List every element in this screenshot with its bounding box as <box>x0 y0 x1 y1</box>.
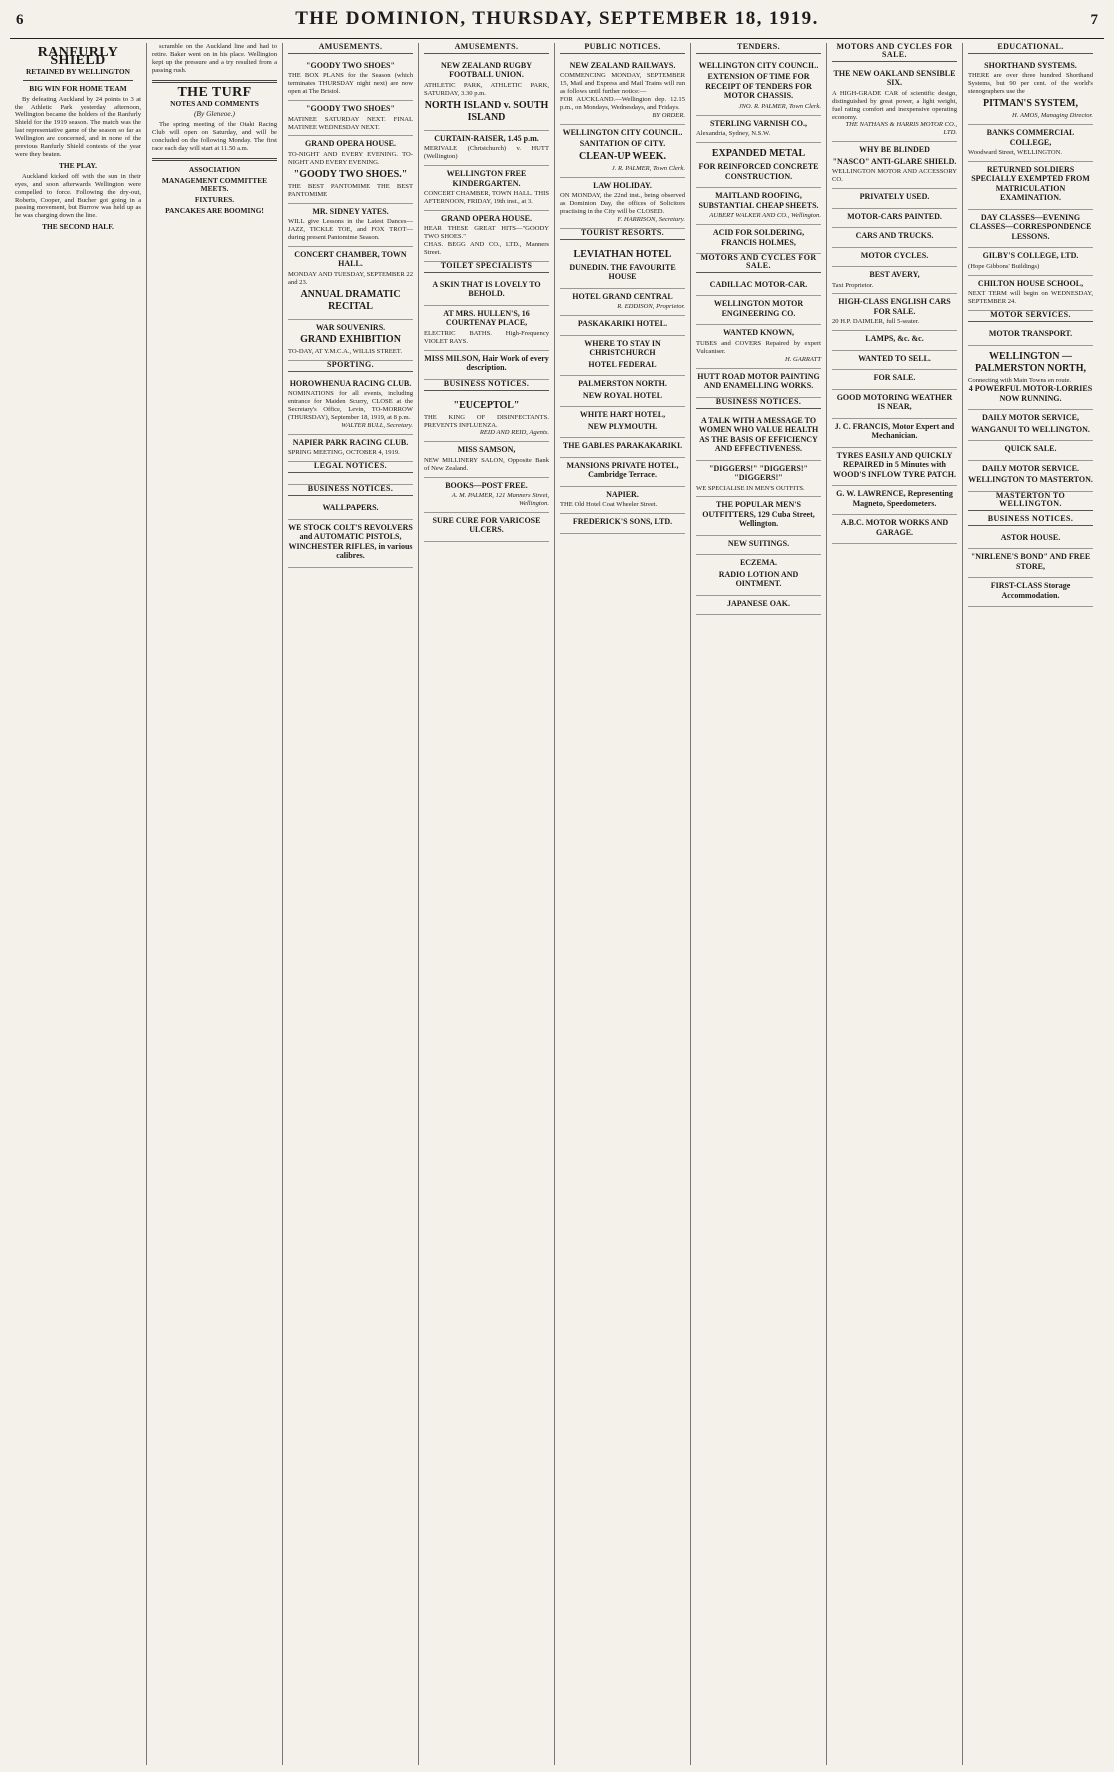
column-1 <box>10 43 146 1765</box>
advertisement <box>832 228 957 248</box>
advertisement <box>696 116 821 143</box>
advertisement <box>832 142 957 189</box>
ad-title: WAR SOUVENIRS. <box>315 322 386 332</box>
advertisement <box>288 500 413 520</box>
ad-title: MOTOR TRANSPORT. <box>988 329 1073 339</box>
ad-title: THE POPULAR MEN'S OUTFITTERS, 129 Cuba Street, Wellington. <box>702 500 815 529</box>
ad-title: AT MRS. HULLEN'S, 16 COURTENAY PLACE, <box>443 308 530 328</box>
ad-signature: REID AND REID, Agents. <box>479 429 549 437</box>
ad-title: MISS SAMSON, <box>457 445 516 455</box>
ad-body: ATHLETIC PARK, ATHLETIC PARK, SATURDAY, 3.30 p.m. <box>424 81 549 97</box>
advertisement <box>424 395 549 443</box>
ad-title: JAPANESE OAK. <box>727 598 790 608</box>
ad-feature: 4 POWERFUL MOTOR-LORRIES NOW RUNNING. <box>968 384 1093 403</box>
ad-title: BOOKS—POST FREE. <box>445 480 528 490</box>
ad-title: FREDERICK'S SONS, LTD. <box>572 517 673 527</box>
ad-title: EXPANDED METAL <box>711 148 806 160</box>
ad-title: MR. SIDNEY YATES. <box>312 206 389 216</box>
section-heading: TOILET SPECIALISTS <box>424 262 549 273</box>
ad-title: HOTEL GRAND CENTRAL <box>572 291 673 301</box>
advertisement <box>424 131 549 166</box>
column-heading: TENDERS. <box>696 43 821 54</box>
ad-subtitle: "NASCO" ANTI-GLARE SHIELD. <box>832 156 957 166</box>
article-byline: (By Gleneoe.) <box>193 109 236 119</box>
ad-subtitle: FOR REINFORCED CONCRETE CONSTRUCTION. <box>698 162 819 181</box>
advertisement <box>424 513 549 542</box>
column-3 <box>282 43 418 1765</box>
section-heading: TOURIST RESORTS. <box>560 229 685 240</box>
advertisement <box>560 458 685 487</box>
article-paragraph: By defeating Auckland by 24 points to 3 at the Athletic Park yesterday afternoon, Wellington became the holders of the Ranfurly Shield for the 1919 season. The match was the last representative game of the season so far as Wellington are concerned, and in none of the previous Ranfurly Shield contests of the year were they beaten. <box>15 95 141 158</box>
ad-title: LAMPS, &c. &c. <box>865 334 924 344</box>
advertisement <box>832 331 957 351</box>
advertisement <box>968 346 1093 411</box>
ad-title: NAPIER PARK RACING CLUB. <box>292 437 409 447</box>
article-paragraph: The spring meeting of the Otaki Racing Club will open on Saturday, and will be concluded on the following Monday. The first race each day will start at 11.50 a.m. <box>152 121 277 153</box>
column-heading: MOTORS AND CYCLES FOR SALE. <box>832 43 957 62</box>
advertisement <box>424 58 549 131</box>
ad-body: Taxi Proprietor. <box>832 281 874 289</box>
advertisement <box>424 166 549 211</box>
advertisement <box>696 296 821 325</box>
ad-body: TO-DAY, AT Y.M.C.A., WILLIS STREET. <box>288 348 402 356</box>
ad-title: GRAND OPERA HOUSE. <box>305 139 396 149</box>
advertisement <box>424 211 549 262</box>
ad-subtitle: NEW PLYMOUTH. <box>587 421 658 431</box>
ad-title: WELLINGTON CITY COUNCIL. <box>562 127 683 137</box>
column-heading: PUBLIC NOTICES. <box>560 43 685 54</box>
section-heading: MASTERTON TO WELLINGTON. <box>968 492 1093 511</box>
ad-title: DAILY MOTOR SERVICE, <box>982 413 1079 423</box>
ad-signature: A. M. PALMER, 121 Manners Street, Wellington. <box>451 492 549 508</box>
ad-title: MOTOR CYCLES. <box>860 250 929 260</box>
ad-title: CURTAIN-RAISER, 1.45 p.m. <box>434 133 539 143</box>
ad-title: CARS AND TRUCKS. <box>855 231 934 241</box>
ad-title: QUICK SALE. <box>1004 444 1057 454</box>
advertisement <box>560 58 685 125</box>
ad-body: Woodward Street, WELLINGTON. <box>968 149 1063 157</box>
advertisement <box>832 515 957 544</box>
advertisement <box>968 441 1093 461</box>
ad-body: NEXT TERM will begin on WEDNESDAY, SEPTEMBER 24. <box>968 290 1093 306</box>
advertisement <box>696 596 821 616</box>
advertisement <box>424 306 549 351</box>
ad-signature: J. R. PALMER, Town Clerk. <box>611 164 685 172</box>
ad-title: HIGH-CLASS ENGLISH CARS FOR SALE. <box>838 297 951 316</box>
ad-subtitle: EXTENSION OF TIME FOR RECEIPT OF TENDERS FOR MOTOR CHASSIS. <box>705 72 812 101</box>
ad-body: MONDAY AND TUESDAY, SEPTEMBER 22 and 23. <box>288 270 413 286</box>
advertisement <box>560 316 685 336</box>
ad-body: THE Old Hotel Coat Wheeler Street. <box>560 501 658 509</box>
ad-body: WILL give Lessons in the Latest Dances—JAZZ, TICKLE TOE, and FOX TROT—during present Pantomime Season. <box>288 218 413 241</box>
advertisement <box>968 248 1093 275</box>
section-heading: MOTOR SERVICES. <box>968 311 1093 322</box>
advertisement <box>696 536 821 556</box>
advertisement <box>696 188 821 225</box>
ad-body: NOMINATIONS for all events, including entrance for Maiden Scurry, CLOSE at the Secretary's Office, Levin, TO-MORROW (THURSDAY), September 18, 1919, at 8 p.m. <box>288 390 413 422</box>
ad-body: ELECTRIC BATHS. High-Frequency VIOLET RAYS. <box>424 329 549 345</box>
advertisement <box>288 320 413 361</box>
ad-title: WHY BE BLINDED <box>859 145 930 155</box>
ad-subtitle: SANITATION OF CITY. <box>579 139 666 149</box>
advertisement <box>288 204 413 247</box>
page-number-left: 6 <box>16 12 24 28</box>
advertisement <box>288 136 413 203</box>
ad-title: WHERE TO STAY IN CHRISTCHURCH <box>584 338 661 358</box>
section-heading: BUSINESS NOTICES. <box>288 485 413 496</box>
section-heading: LEGAL NOTICES. <box>288 462 413 473</box>
article-subhead-2: BIG WIN FOR HOME TEAM <box>29 83 127 93</box>
ad-title: TYRES EASILY AND QUICKLY REPAIRED in 5 Minutes with WOOD'S INFLOW TYRE PATCH. <box>833 450 956 479</box>
ad-title: ASTOR HOUSE. <box>1000 532 1061 542</box>
article-paragraph: scramble on the Auckland line and had to retire. Baker went on in his place. Wellington kept up the pressure and a try resulted from a passing rush. <box>152 43 277 74</box>
ad-title: PRIVATELY USED. <box>859 192 930 202</box>
advertisement <box>560 407 685 438</box>
advertisement <box>696 413 821 461</box>
ad-title: G. W. LAWRENCE, Representing Magneto, Speedometers. <box>836 489 953 508</box>
article-headline: RANFURLY SHIELD <box>37 45 119 68</box>
ad-title: MAITLAND ROOFING, SUBSTANTIAL CHEAP SHEETS. <box>698 191 819 210</box>
advertisement <box>560 514 685 534</box>
ad-title: ACID FOR SOLDERING, FRANCIS HOLMES, <box>712 228 805 247</box>
ad-title: WELLINGTON CITY COUNCIL. <box>698 60 819 70</box>
ad-signature: WALTER BULL, Secretary. <box>341 422 413 430</box>
advertisement <box>696 555 821 596</box>
ad-title: MANSIONS PRIVATE HOTEL, Cambridge Terrace. <box>566 460 679 480</box>
advertisement <box>288 435 413 462</box>
page-number-right: 7 <box>1090 12 1098 28</box>
ad-title: GOOD MOTORING WEATHER IS NEAR, <box>836 392 953 412</box>
advertisement <box>968 578 1093 607</box>
advertisement <box>968 162 1093 210</box>
ad-footer: THE BEST PANTOMIME THE BEST PANTOMIME <box>288 182 413 198</box>
column-heading: AMUSEMENTS. <box>424 43 549 54</box>
column-8 <box>962 43 1098 1765</box>
ad-body: WE SPECIALISE IN MEN'S OUTFITS. <box>696 484 805 492</box>
ad-feature: PITMAN'S SYSTEM, <box>982 98 1078 110</box>
ad-title: MOTOR-CARS PAINTED. <box>847 211 942 221</box>
ad-title: "NIRLENE'S BOND" AND FREE STORE, <box>970 552 1091 571</box>
ad-subtitle: DUNEDIN. THE FAVOURITE HOUSE <box>569 262 676 282</box>
ad-signature: H. AMOS, Managing Director. <box>1012 112 1093 120</box>
article-subhead: RETAINED BY WELLINGTON <box>25 66 131 76</box>
ad-title: WELLINGTON MOTOR ENGINEERING CO. <box>713 299 804 318</box>
ad-body: A HIGH-GRADE CAR of scientific design, distinguished by great power, a light weight, fuel rating comfort and inexpensive operating economy. <box>832 89 957 121</box>
ad-feature: GRAND EXHIBITION <box>300 334 401 346</box>
ad-signature: AUBERT WALKER AND CO., Wellington. <box>709 212 821 220</box>
ad-title: LEVIATHAN HOTEL <box>573 248 672 260</box>
article-paragraph: Auckland kicked off with the sun in their eyes, and soon afterwards Wellington were compelled to force. Following the dry-out, Roberts, Cooper, and Bucher got going in a passing movement, but Burrow was held up as he was charging down the line. <box>15 172 141 220</box>
advertisement <box>696 325 821 368</box>
column-2 <box>146 43 282 1765</box>
ad-feature: CLEAN-UP WEEK. <box>578 150 667 162</box>
ad-title: RETURNED SOLDIERS SPECIALLY EXEMPTED FROM MATRICULATION EXAMINATION. <box>971 164 1090 203</box>
ad-title: SURE CURE FOR VARICOSE ULCERS. <box>432 515 541 535</box>
ad-title: NEW ZEALAND RUGBY FOOTBALL UNION. <box>441 60 532 80</box>
advertisement <box>696 277 821 297</box>
section-heading: MOTORS AND CYCLES FOR SALE. <box>696 254 821 273</box>
column-5 <box>554 43 690 1765</box>
ad-footer: WELLINGTON MOTOR AND ACCESSORY CO. <box>832 168 957 184</box>
ad-title: WANTED TO SELL. <box>858 353 931 363</box>
ad-body: CONCERT CHAMBER, TOWN HALL. THIS AFTERNOON, FRIDAY, 19th inst., at 3. <box>424 190 549 205</box>
ad-title: SHORTHAND SYSTEMS. <box>984 60 1077 70</box>
ad-footer: CHAS. BEGG AND CO., LTD., Manners Street. <box>424 241 549 257</box>
ad-title: CHILTON HOUSE SCHOOL, <box>977 278 1084 288</box>
ad-title: DAY CLASSES—EVENING CLASSES—CORRESPONDENCE LESSONS. <box>969 212 1092 241</box>
ad-signature: BY ORDER. <box>652 111 685 119</box>
ad-title: HUTT ROAD MOTOR PAINTING AND ENAMELLING WORKS. <box>697 371 820 391</box>
newspaper-title: THE DOMINION, THURSDAY, SEPTEMBER 18, 1919. <box>295 8 819 29</box>
advertisement <box>424 442 549 477</box>
ad-title: BEST AVERY, <box>869 270 920 280</box>
ad-signature: F. HARRISON, Secretary. <box>617 215 685 223</box>
advertisement <box>560 244 685 289</box>
ad-subtitle: WELLINGTON TO MASTERTON. <box>968 475 1093 485</box>
advertisement <box>696 497 821 536</box>
section-heading: BUSINESS NOTICES. <box>968 515 1093 526</box>
ad-body: Alexandria, Sydney, N.S.W. <box>696 130 771 138</box>
ad-title: NAPIER. <box>606 489 639 499</box>
advertisement <box>424 277 549 306</box>
advertisement <box>968 125 1093 162</box>
ad-body: TO-NIGHT AND EVERY EVENING. TO-NIGHT AND EVERY EVENING. <box>288 150 413 166</box>
ad-body: COMMENCING MONDAY, SEPTEMBER 15, Mail and Express and Mail Trains will run as follows until further notice:— <box>560 72 685 96</box>
ad-body: Connecting with Main Towns en route. <box>968 376 1072 384</box>
ad-title: MISS MILSON, Hair Work of every description. <box>424 353 549 373</box>
section-heading: SPORTING. <box>288 361 413 372</box>
page-columns <box>10 43 1104 1765</box>
ad-title: PASKAKARIKI HOTEL. <box>577 319 668 329</box>
ad-title: "DIGGERS!" "DIGGERS!" "DIGGERS!" <box>709 463 808 483</box>
advertisement <box>968 58 1093 125</box>
article-section-heading: ASSOCIATION <box>188 164 241 174</box>
article-section-heading: THE PLAY. <box>58 160 98 170</box>
advertisement <box>424 351 549 380</box>
advertisement <box>560 178 685 229</box>
ad-title: NEW ZEALAND RAILWAYS. <box>569 60 676 70</box>
ad-title: WELLINGTON — PALMERSTON NORTH, <box>975 350 1086 374</box>
advertisement <box>288 58 413 101</box>
advertisement <box>832 209 957 229</box>
article-headline: THE TURF <box>177 84 252 100</box>
article-subhead: NOTES AND COMMENTS <box>170 98 259 108</box>
ad-body: ON MONDAY, the 22nd inst., being observed as Dominion Day, the offices of Solicitors practising in the City will be CLOSED. <box>560 192 685 216</box>
advertisement <box>968 549 1093 578</box>
advertisement <box>832 351 957 371</box>
ad-title: WALLPAPERS. <box>322 503 379 513</box>
advertisement <box>696 369 821 398</box>
ad-body: (Hope Gibbons' Buildings) <box>968 262 1040 270</box>
article-section-heading: PANCAKES ARE BOOMING! <box>165 205 264 215</box>
column-6 <box>690 43 826 1765</box>
advertisement <box>968 461 1093 492</box>
advertisement <box>968 326 1093 346</box>
ad-title: ECZEMA. <box>739 558 778 568</box>
advertisement <box>968 276 1093 311</box>
ad-signature: THE NATHANS & HARRIS MOTOR CO., LTD. <box>845 121 957 137</box>
ad-body: SPRING MEETING, OCTOBER 4, 1919. <box>288 449 400 457</box>
ad-feature: NORTH ISLAND v. SOUTH ISLAND <box>424 99 549 123</box>
ad-title: CADILLAC MOTOR-CAR. <box>709 279 808 289</box>
advertisement <box>288 520 413 568</box>
ad-title: THE GABLES PARAKAKARIKI. <box>562 441 683 451</box>
advertisement <box>832 486 957 515</box>
advertisement <box>560 487 685 514</box>
advertisement <box>832 294 957 331</box>
ad-title: PALMERSTON NORTH. <box>578 379 667 389</box>
ad-title: LAW HOLIDAY. <box>593 180 652 190</box>
ad-body: MERIVALE (Christchurch) v. HUTT (Wellington) <box>424 145 549 161</box>
masthead <box>10 8 1104 39</box>
ad-body: NEW MILLINERY SALON, Opposite Bank of New Zealand. <box>424 456 549 472</box>
advertisement <box>968 410 1093 441</box>
advertisement <box>832 448 957 487</box>
advertisement <box>560 376 685 407</box>
advertisement <box>696 461 821 498</box>
column-heading: EDUCATIONAL. <box>968 43 1093 54</box>
advertisement <box>560 125 685 178</box>
ad-title: WHITE HART HOTEL, <box>579 410 666 420</box>
column-heading: AMUSEMENTS. <box>288 43 413 54</box>
article-section-heading: FIXTURES. <box>194 194 235 204</box>
ad-title: A SKIN THAT IS LOVELY TO BEHOLD. <box>432 279 541 299</box>
advertisement <box>832 419 957 448</box>
ad-title: A.B.C. MOTOR WORKS AND GARAGE. <box>840 518 949 537</box>
section-heading: BUSINESS NOTICES. <box>696 398 821 409</box>
advertisement <box>832 370 957 390</box>
ad-title: CONCERT CHAMBER, TOWN HALL. <box>294 249 407 269</box>
ad-subtitle: RADIO LOTION AND OINTMENT. <box>718 569 799 589</box>
ad-signature: R. EDDISON, Proprietor. <box>617 303 685 311</box>
advertisement <box>288 376 413 435</box>
ad-title: GRAND OPERA HOUSE. <box>441 213 532 223</box>
ad-body: HEAR THESE GREAT HITS—"GOODY TWO SHOES." <box>424 225 549 241</box>
advertisement <box>968 530 1093 550</box>
ad-signature: JNO. R. PALMER, Town Clerk. <box>738 102 821 110</box>
ad-title: BANKS COMMERCIAL COLLEGE, <box>986 128 1075 147</box>
article-section-heading: THE SECOND HALF. <box>42 222 114 232</box>
advertisement <box>560 336 685 377</box>
ad-title: DAILY MOTOR SERVICE. <box>982 463 1079 473</box>
ad-subtitle: HOTEL FEDERAL <box>588 359 657 369</box>
ad-body: FOR AUCKLAND.—Wellington dep. 12.15 p.m., on Mondays, Wednesdays, and Fridays. <box>560 96 685 112</box>
ad-title: NEW SUITINGS. <box>727 538 790 548</box>
advertisement <box>968 210 1093 249</box>
advertisement <box>832 66 957 142</box>
ad-body: THERE are over three hundred Shorthand Systems, but 90 per cent. of the world's stenographers use the <box>968 72 1093 96</box>
ad-title: THE NEW OAKLAND SENSIBLE SIX. <box>833 68 956 88</box>
advertisement <box>832 189 957 209</box>
ad-feature: ANNUAL DRAMATIC RECITAL <box>300 288 401 312</box>
ad-body: THE BOX PLANS for the Season (which terminates THURSDAY night next) are now open at The Bristol. <box>288 72 413 96</box>
advertisement <box>832 390 957 419</box>
ad-body: TUBES and COVERS Repaired by expert Vulcaniser. <box>696 339 821 355</box>
ad-subtitle: NEW ROYAL HOTEL <box>582 390 663 400</box>
section-heading: BUSINESS NOTICES. <box>424 380 549 391</box>
advertisement <box>696 58 821 116</box>
advertisement <box>560 438 685 458</box>
column-7 <box>826 43 962 1765</box>
advertisement <box>424 478 549 513</box>
column-4 <box>418 43 554 1765</box>
ad-title: FIRST-CLASS Storage Accommodation. <box>990 581 1071 600</box>
advertisement <box>832 248 957 268</box>
ad-body: MATINEE SATURDAY NEXT. FINAL MATINEE WEDNESDAY NEXT. <box>288 115 413 131</box>
advertisement <box>560 289 685 316</box>
ad-title: STERLING VARNISH CO., <box>709 118 808 128</box>
ad-title: "EUCEPTOL" <box>453 399 520 411</box>
ad-title: FOR SALE. <box>873 373 916 383</box>
ad-title: HOROWHENUA RACING CLUB. <box>289 378 412 388</box>
ad-title: WANTED KNOWN, <box>722 328 795 338</box>
ad-title: WE STOCK COLT'S REVOLVERS and AUTOMATIC PISTOLS, WINCHESTER RIFLES, in various calibres. <box>288 522 413 561</box>
ad-title: A TALK WITH A MESSAGE TO WOMEN WHO VALUE HEALTH AS THE BASIS OF EFFICIENCY AND EFFECTIVENESS. <box>698 415 819 454</box>
ad-body: THE KING OF DISINFECTANTS. PREVENTS INFLUENZA. <box>424 413 549 429</box>
ad-feature: "GOODY TWO SHOES." <box>293 168 408 180</box>
ad-title: WELLINGTON FREE KINDERGARTEN. <box>446 169 527 188</box>
ad-title: J. C. FRANCIS, Motor Expert and Mechanician. <box>834 421 955 441</box>
ad-title: "GOODY TWO SHOES" <box>306 60 395 70</box>
advertisement <box>832 267 957 294</box>
ad-signature: H. GARRATT <box>784 355 821 363</box>
ad-subtitle: WANGANUI TO WELLINGTON. <box>971 424 1090 434</box>
advertisement <box>696 143 821 188</box>
ad-body: 20 H.P. DAIMLER, full 5-seater. <box>832 318 920 326</box>
advertisement <box>288 101 413 136</box>
ad-title: "GOODY TWO SHOES" <box>306 104 395 114</box>
advertisement <box>696 225 821 254</box>
advertisement <box>288 247 413 320</box>
ad-title: GILBY'S COLLEGE, LTD. <box>982 251 1079 261</box>
article-subhead: MANAGEMENT COMMITTEE MEETS. <box>161 175 268 193</box>
